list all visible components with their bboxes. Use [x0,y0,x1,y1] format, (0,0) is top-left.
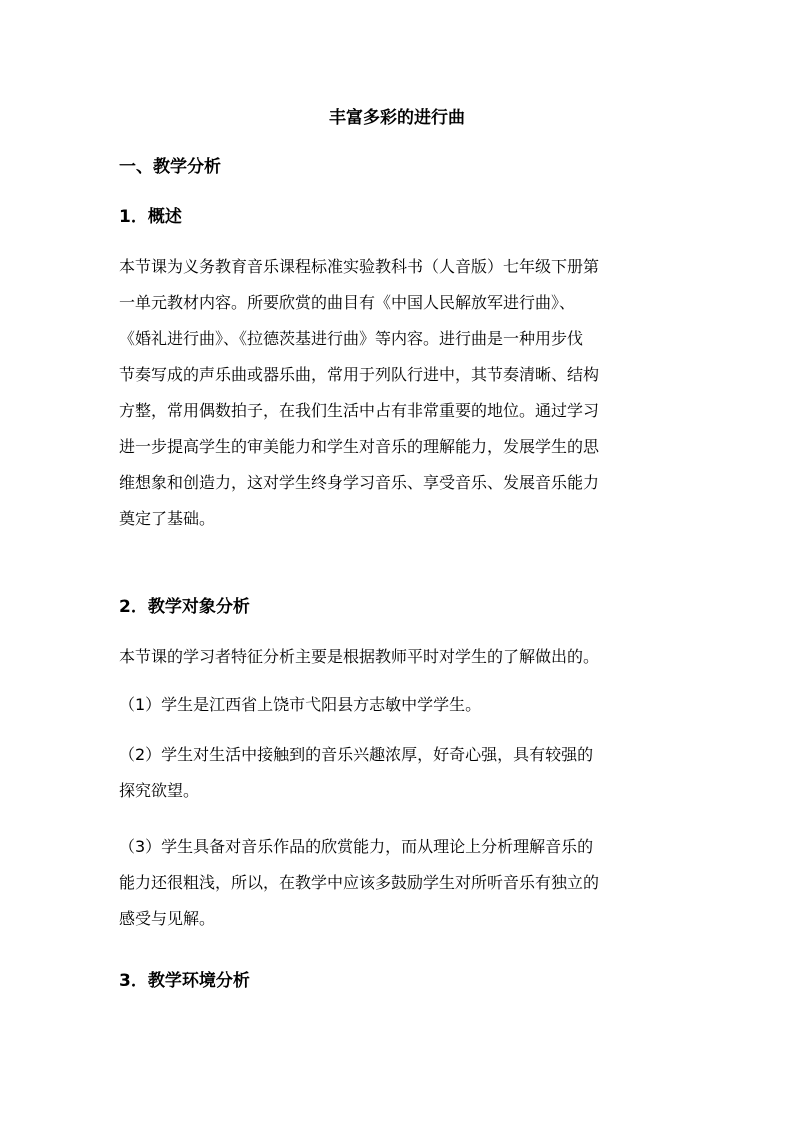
paragraph-line: 探究欲望。 [119,781,200,800]
paragraph-line: 一单元教材内容。所要欣赏的曲目有《中国人民解放军进行曲》、 [119,293,576,312]
paragraph-line: 本节课为义务教育音乐课程标准实验教科书（人音版）七年级下册第 [119,257,600,276]
paragraph-line: （3）学生具备对音乐作品的欣赏能力，而从理论上分析理解音乐的 [119,837,594,856]
paragraph-line: 感受与见解。 [119,909,216,928]
paragraph-line: 《婚礼进行曲》、《拉德茨基进行曲》等内容。进行曲是一种用步伐 [119,329,584,348]
paragraph-line: （1）学生是江西省上饶市弋阳县方志敏中学学生。 [119,695,482,714]
paragraph-line: 节奏写成的声乐曲或器乐曲，常用于列队行进中，其节奏清晰、结构 [119,365,600,384]
overview-paragraph [119,249,679,537]
learner-item-1 [119,691,679,719]
subsection-heading-environment-analysis: 3．教学环境分析 [119,971,250,991]
subsection-heading-overview: 1．概述 [119,207,182,227]
paragraph-line: 本节课的学习者特征分析主要是根据教师平时对学生的了解做出的。 [119,647,600,666]
paragraph-line: 维想象和创造力，这对学生终身学习音乐、享受音乐、发展音乐能力 [119,473,600,492]
paragraph-line: 能力还很粗浅，所以，在教学中应该多鼓励学生对所听音乐有独立的 [119,873,600,892]
paragraph-line: （2）学生对生活中接触到的音乐兴趣浓厚，好奇心强，具有较强的 [119,745,594,764]
learner-item-3 [119,829,679,937]
paragraph-line: 奠定了基础。 [119,509,216,528]
document-title: 丰富多彩的进行曲 [329,108,465,128]
learner-intro-paragraph [119,643,679,671]
paragraph-line: 进一步提高学生的审美能力和学生对音乐的理解能力，发展学生的思 [119,437,600,456]
section-heading-teaching-analysis: 一、教学分析 [119,157,221,177]
learner-item-2 [119,737,679,809]
subsection-heading-learner-analysis: 2．教学对象分析 [119,597,250,617]
paragraph-line: 方整，常用偶数拍子，在我们生活中占有非常重要的地位。通过学习 [119,401,600,420]
